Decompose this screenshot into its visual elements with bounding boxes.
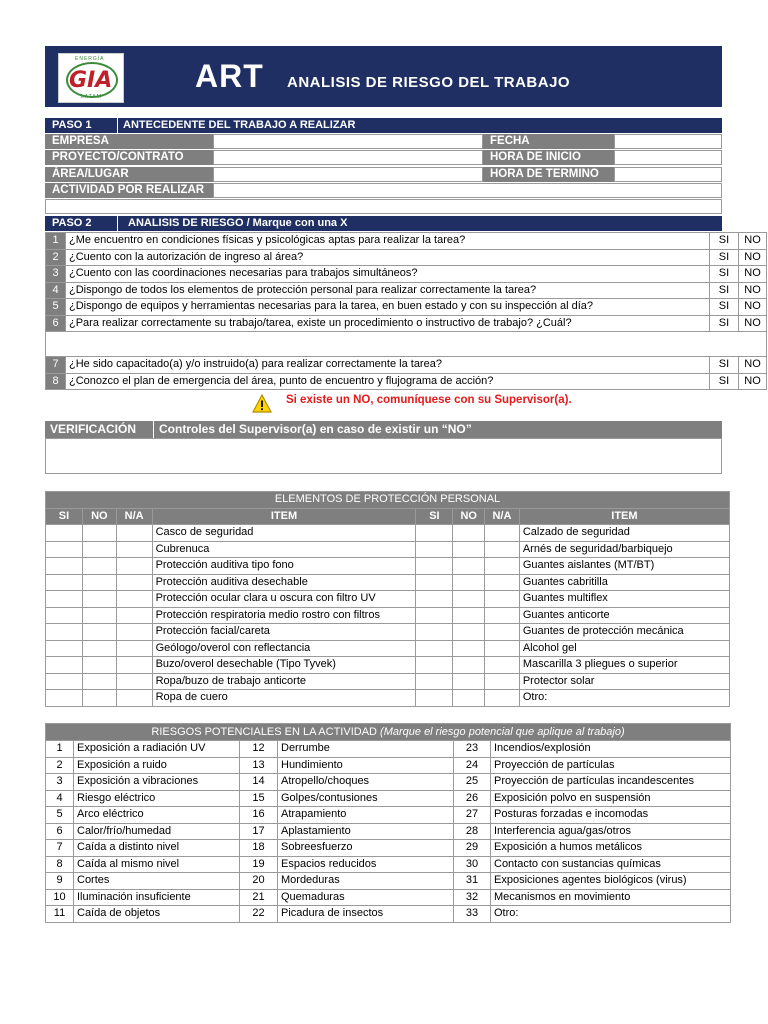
epp-check-na[interactable] <box>116 525 152 542</box>
risk-label: Iluminación insuficiente <box>74 889 240 906</box>
question-text: ¿He sido capacitado(a) y/o instruido(a) para realizar correctamente la tarea? <box>66 357 710 374</box>
epp-check-no-right[interactable] <box>453 574 485 591</box>
risk-label: Quemaduras <box>278 889 454 906</box>
risk-number[interactable]: 4 <box>46 790 74 807</box>
risks-title: RIESGOS POTENCIALES EN LA ACTIVIDAD <box>151 725 377 738</box>
risk-number[interactable]: 18 <box>240 840 278 857</box>
risk-label: Caída al mismo nivel <box>74 856 240 873</box>
epp-col-item: ITEM <box>152 508 416 525</box>
epp-check-no[interactable] <box>82 525 116 542</box>
paso1-input-right-3[interactable] <box>614 167 722 182</box>
risk-label: Proyección de partículas <box>491 757 731 774</box>
risk-number[interactable]: 31 <box>454 873 491 890</box>
risks-title-note: (Marque el riesgo potencial que aplique al trabajo) <box>380 725 625 738</box>
epp-check-na-right[interactable] <box>485 690 520 707</box>
epp-check-si-right[interactable] <box>416 525 453 542</box>
question-text: ¿Para realizar correctamente su trabajo/tarea, existe un procedimiento o instructivo de trabajo? ¿Cuál? <box>66 315 710 332</box>
paso1-label-left-4: ACTIVIDAD POR REALIZAR <box>45 183 213 198</box>
epp-check-no-right[interactable] <box>453 624 485 641</box>
epp-item-right: Protector solar <box>519 673 729 690</box>
epp-item-right: Otro: <box>519 690 729 707</box>
risk-number[interactable]: 5 <box>46 807 74 824</box>
risk-label: Atrapamiento <box>278 807 454 824</box>
epp-check-no[interactable] <box>82 574 116 591</box>
epp-item-right: Calzado de seguridad <box>519 525 729 542</box>
risk-row <box>46 873 731 890</box>
epp-row <box>46 657 730 674</box>
epp-item-right: Guantes de protección mecánica <box>519 624 729 641</box>
epp-check-no-right[interactable] <box>453 607 485 624</box>
epp-check-no-right[interactable] <box>453 640 485 657</box>
risk-number[interactable]: 24 <box>454 757 491 774</box>
epp-check-no-right[interactable] <box>453 558 485 575</box>
risk-label: Aplastamiento <box>278 823 454 840</box>
epp-check-na[interactable] <box>116 624 152 641</box>
risk-label: Exposición a humos metálicos <box>491 840 731 857</box>
paso1-input-left-3[interactable] <box>213 167 483 182</box>
risk-number[interactable]: 25 <box>454 774 491 791</box>
epp-check-na[interactable] <box>116 607 152 624</box>
epp-item-left: Protección ocular clara u oscura con filtro UV <box>152 591 416 608</box>
paso1-title: ANTECEDENTE DEL TRABAJO A REALIZAR <box>123 119 356 131</box>
risk-number[interactable]: 21 <box>240 889 278 906</box>
risk-label: Espacios reducidos <box>278 856 454 873</box>
risk-number[interactable]: 3 <box>46 774 74 791</box>
epp-check-no[interactable] <box>82 657 116 674</box>
question-no-checkbox[interactable]: NO <box>739 373 767 390</box>
paso1-label-left-2: PROYECTO/CONTRATO <box>45 150 213 165</box>
epp-check-no[interactable] <box>82 690 116 707</box>
risk-number[interactable]: 32 <box>454 889 491 906</box>
epp-item-right: Guantes anticorte <box>519 607 729 624</box>
risk-label: Exposición a ruido <box>74 757 240 774</box>
question-yes-checkbox[interactable]: SI <box>710 315 739 332</box>
epp-check-si[interactable] <box>46 541 83 558</box>
epp-check-si-right[interactable] <box>416 541 453 558</box>
risk-label: Sobreesfuerzo <box>278 840 454 857</box>
epp-check-na-right[interactable] <box>485 558 520 575</box>
paso1-label-right-3: HORA DE TERMINO <box>483 167 614 182</box>
epp-row <box>46 624 730 641</box>
epp-row <box>46 525 730 542</box>
paso1-input-left-1[interactable] <box>213 134 483 149</box>
epp-check-si-right[interactable] <box>416 591 453 608</box>
risks-table <box>45 723 731 923</box>
risk-number[interactable]: 6 <box>46 823 74 840</box>
risk-label: Exposición a vibraciones <box>74 774 240 791</box>
question-row <box>46 315 767 332</box>
epp-check-si-right[interactable] <box>416 624 453 641</box>
question-text: ¿Cuento con las coordinaciones necesarias para trabajos simultáneos? <box>66 266 710 283</box>
question-text: ¿Me encuentro en condiciones físicas y psicológicas aptas para realizar la tarea? <box>66 233 710 250</box>
epp-col-si-right: SI <box>416 508 453 525</box>
verification-notes-field[interactable] <box>45 438 722 474</box>
epp-check-na[interactable] <box>116 591 152 608</box>
logo-top-text: ENERGÍA <box>75 56 105 62</box>
question-number: 7 <box>46 357 66 374</box>
risk-number[interactable]: 28 <box>454 823 491 840</box>
epp-check-na[interactable] <box>116 690 152 707</box>
epp-check-na-right[interactable] <box>485 657 520 674</box>
risk-label: Atropello/choques <box>278 774 454 791</box>
risk-number[interactable]: 8 <box>46 856 74 873</box>
epp-check-si[interactable] <box>46 657 83 674</box>
epp-check-si-right[interactable] <box>416 640 453 657</box>
epp-check-si[interactable] <box>46 607 83 624</box>
question-yes-checkbox[interactable]: SI <box>710 299 739 316</box>
epp-col-na-right: N/A <box>485 508 520 525</box>
risk-label: Otro: <box>491 906 731 923</box>
risk-label: Golpes/contusiones <box>278 790 454 807</box>
epp-check-na[interactable] <box>116 640 152 657</box>
paso2-label: PASO 2 <box>52 217 92 229</box>
epp-row <box>46 607 730 624</box>
epp-check-no-right[interactable] <box>453 525 485 542</box>
question-number: 6 <box>46 315 66 332</box>
epp-item-left: Protección auditiva desechable <box>152 574 416 591</box>
epp-row <box>46 690 730 707</box>
question-row <box>46 373 767 390</box>
epp-check-na[interactable] <box>116 574 152 591</box>
risk-number[interactable]: 11 <box>46 906 74 923</box>
question-row <box>46 233 767 250</box>
risk-number[interactable]: 10 <box>46 889 74 906</box>
risk-questions-table <box>45 232 767 390</box>
epp-check-na[interactable] <box>116 558 152 575</box>
question-number: 5 <box>46 299 66 316</box>
epp-item-right: Guantes aislantes (MT/BT) <box>519 558 729 575</box>
question-text: ¿Dispongo de equipos y herramientas necesarias para la tarea, en buen estado y con su inspección al día? <box>66 299 710 316</box>
question-number: 2 <box>46 249 66 266</box>
paso1-input-left-2[interactable] <box>213 150 483 165</box>
epp-item-left: Geólogo/overol con reflectancia <box>152 640 416 657</box>
question-yes-checkbox[interactable]: SI <box>710 357 739 374</box>
risk-label: Picadura de insectos <box>278 906 454 923</box>
epp-item-left: Buzo/overol desechable (Tipo Tyvek) <box>152 657 416 674</box>
risk-label: Exposición a radiación UV <box>74 741 240 758</box>
epp-row <box>46 558 730 575</box>
risk-row <box>46 807 731 824</box>
epp-check-no-right[interactable] <box>453 657 485 674</box>
question-no-checkbox[interactable]: NO <box>739 282 767 299</box>
epp-row <box>46 673 730 690</box>
epp-row <box>46 640 730 657</box>
question-yes-checkbox[interactable]: SI <box>710 373 739 390</box>
risk-label: Derrumbe <box>278 741 454 758</box>
epp-check-no-right[interactable] <box>453 690 485 707</box>
epp-check-si-right[interactable] <box>416 574 453 591</box>
question-no-checkbox[interactable]: NO <box>739 299 767 316</box>
epp-check-no[interactable] <box>82 607 116 624</box>
logo-bottom-text: LATAM <box>81 94 102 100</box>
risk-label: Mecanismos en movimiento <box>491 889 731 906</box>
epp-check-no[interactable] <box>82 591 116 608</box>
warning-icon <box>252 394 272 414</box>
risk-number[interactable]: 15 <box>240 790 278 807</box>
risk-label: Mordeduras <box>278 873 454 890</box>
epp-item-left: Protección respiratoria medio rostro con filtros <box>152 607 416 624</box>
risk-number[interactable]: 19 <box>240 856 278 873</box>
question-yes-checkbox[interactable]: SI <box>710 233 739 250</box>
risk-number[interactable]: 33 <box>454 906 491 923</box>
epp-check-si[interactable] <box>46 525 83 542</box>
epp-check-si-right[interactable] <box>416 558 453 575</box>
epp-check-na-right[interactable] <box>485 673 520 690</box>
question-no-checkbox[interactable]: NO <box>739 249 767 266</box>
risk-number[interactable]: 23 <box>454 741 491 758</box>
epp-check-no[interactable] <box>82 640 116 657</box>
risk-row <box>46 856 731 873</box>
epp-check-si-right[interactable] <box>416 607 453 624</box>
question-row <box>46 299 767 316</box>
epp-check-si[interactable] <box>46 673 83 690</box>
epp-item-left: Ropa de cuero <box>152 690 416 707</box>
epp-check-na[interactable] <box>116 657 152 674</box>
paso2-title: ANALISIS DE RIESGO / Marque con una X <box>128 217 348 229</box>
question-number: 3 <box>46 266 66 283</box>
epp-check-si-right[interactable] <box>416 673 453 690</box>
epp-check-si-right[interactable] <box>416 690 453 707</box>
warning-message: Si existe un NO, comuníquese con su Supervisor(a). <box>286 394 572 406</box>
page-title: ART <box>195 58 264 94</box>
epp-check-no-right[interactable] <box>453 541 485 558</box>
paso1-label-left-3: ÁREA/LUGAR <box>45 167 213 182</box>
epp-check-no-right[interactable] <box>453 673 485 690</box>
epp-row <box>46 591 730 608</box>
question-row <box>46 357 767 374</box>
verification-label: VERIFICACIÓN <box>50 422 137 436</box>
epp-table <box>45 491 730 707</box>
epp-check-si[interactable] <box>46 591 83 608</box>
epp-check-na-right[interactable] <box>485 525 520 542</box>
paso2-header <box>45 216 722 231</box>
epp-check-na-right[interactable] <box>485 541 520 558</box>
question-spacer-row <box>46 332 767 357</box>
epp-item-left: Cubrenuca <box>152 541 416 558</box>
risk-number[interactable]: 12 <box>240 741 278 758</box>
epp-col-item-right: ITEM <box>519 508 729 525</box>
epp-item-right: Guantes cabritilla <box>519 574 729 591</box>
epp-col-no-right: NO <box>453 508 485 525</box>
question-text: ¿Cuento con la autorización de ingreso al área? <box>66 249 710 266</box>
risk-number[interactable]: 22 <box>240 906 278 923</box>
question-yes-checkbox[interactable]: SI <box>710 282 739 299</box>
risk-label: Posturas forzadas e incomodas <box>491 807 731 824</box>
question-number: 1 <box>46 233 66 250</box>
epp-check-no-right[interactable] <box>453 591 485 608</box>
question-no-checkbox[interactable]: NO <box>739 233 767 250</box>
question-no-checkbox[interactable]: NO <box>739 315 767 332</box>
epp-check-si[interactable] <box>46 574 83 591</box>
risk-number[interactable]: 14 <box>240 774 278 791</box>
epp-col-no: NO <box>82 508 116 525</box>
paso1-label-left-1: EMPRESA <box>45 134 213 149</box>
risk-row <box>46 840 731 857</box>
epp-check-si[interactable] <box>46 640 83 657</box>
epp-check-na-right[interactable] <box>485 607 520 624</box>
risk-number[interactable]: 9 <box>46 873 74 890</box>
risk-number[interactable]: 16 <box>240 807 278 824</box>
epp-check-na-right[interactable] <box>485 591 520 608</box>
question-no-checkbox[interactable]: NO <box>739 266 767 283</box>
epp-check-no[interactable] <box>82 558 116 575</box>
risk-label: Riesgo eléctrico <box>74 790 240 807</box>
risk-label: Cortes <box>74 873 240 890</box>
epp-check-si-right[interactable] <box>416 657 453 674</box>
epp-check-si[interactable] <box>46 690 83 707</box>
verification-title: Controles del Supervisor(a) en caso de existir un “NO” <box>159 422 472 436</box>
paso1-input-right-1[interactable] <box>614 134 722 149</box>
risk-number[interactable]: 20 <box>240 873 278 890</box>
risk-number[interactable]: 2 <box>46 757 74 774</box>
question-number: 4 <box>46 282 66 299</box>
epp-item-right: Alcohol gel <box>519 640 729 657</box>
epp-item-right: Mascarilla 3 pliegues o superior <box>519 657 729 674</box>
paso1-label-right-2: HORA DE INICIO <box>483 150 614 165</box>
paso1-input-left-4[interactable] <box>213 183 722 198</box>
logo-brand: GIA <box>69 68 113 93</box>
epp-check-si[interactable] <box>46 558 83 575</box>
risk-number[interactable]: 7 <box>46 840 74 857</box>
risk-label: Caída de objetos <box>74 906 240 923</box>
company-logo <box>58 53 124 103</box>
risk-row <box>46 774 731 791</box>
paso1-label: PASO 1 <box>52 119 92 131</box>
epp-row <box>46 541 730 558</box>
risk-number[interactable]: 29 <box>454 840 491 857</box>
risk-label: Interferencia agua/gas/otros <box>491 823 731 840</box>
risk-number[interactable]: 30 <box>454 856 491 873</box>
risk-number[interactable]: 13 <box>240 757 278 774</box>
question-no-checkbox[interactable]: NO <box>739 357 767 374</box>
risk-label: Hundimiento <box>278 757 454 774</box>
epp-check-na[interactable] <box>116 541 152 558</box>
risk-label: Exposición polvo en suspensión <box>491 790 731 807</box>
risk-row <box>46 889 731 906</box>
epp-item-left: Ropa/buzo de trabajo anticorte <box>152 673 416 690</box>
question-text: ¿Conozco el plan de emergencia del área, punto de encuentro y flujograma de acción? <box>66 373 710 390</box>
epp-check-na[interactable] <box>116 673 152 690</box>
question-yes-checkbox[interactable]: SI <box>710 249 739 266</box>
risk-label: Proyección de partículas incandescentes <box>491 774 731 791</box>
paso1-input-right-2[interactable] <box>614 150 722 165</box>
risk-row <box>46 757 731 774</box>
verification-header <box>45 421 722 438</box>
risk-number[interactable]: 27 <box>454 807 491 824</box>
question-text: ¿Dispongo de todos los elementos de protección personal para realizar correctamente la tarea? <box>66 282 710 299</box>
epp-item-right: Arnés de seguridad/barbiquejo <box>519 541 729 558</box>
paso1-header <box>45 118 722 133</box>
paso1-label-right-1: FECHA <box>483 134 614 149</box>
risk-row <box>46 790 731 807</box>
epp-check-no[interactable] <box>82 673 116 690</box>
risk-number[interactable]: 17 <box>240 823 278 840</box>
question-row <box>46 266 767 283</box>
epp-title: ELEMENTOS DE PROTECCIÓN PERSONAL <box>46 492 730 509</box>
risk-row <box>46 823 731 840</box>
risk-number[interactable]: 26 <box>454 790 491 807</box>
epp-item-right: Guantes multiflex <box>519 591 729 608</box>
epp-row <box>46 574 730 591</box>
epp-check-no[interactable] <box>82 624 116 641</box>
risk-row <box>46 741 731 758</box>
paso1-blank-row <box>45 199 722 214</box>
question-row <box>46 282 767 299</box>
epp-item-left: Protección facial/careta <box>152 624 416 641</box>
risk-label: Calor/frío/humedad <box>74 823 240 840</box>
epp-item-left: Casco de seguridad <box>152 525 416 542</box>
risk-label: Incendios/explosión <box>491 741 731 758</box>
epp-item-left: Protección auditiva tipo fono <box>152 558 416 575</box>
epp-check-na-right[interactable] <box>485 574 520 591</box>
risk-label: Exposiciones agentes biológicos (virus) <box>491 873 731 890</box>
risk-row <box>46 906 731 923</box>
risk-label: Contacto con sustancias químicas <box>491 856 731 873</box>
page-subtitle: ANALISIS DE RIESGO DEL TRABAJO <box>287 74 571 91</box>
risks-title-cell <box>46 724 731 741</box>
epp-col-na: N/A <box>116 508 152 525</box>
risk-label: Arco eléctrico <box>74 807 240 824</box>
epp-check-na-right[interactable] <box>485 640 520 657</box>
risk-label: Caída a distinto nivel <box>74 840 240 857</box>
question-yes-checkbox[interactable]: SI <box>710 266 739 283</box>
question-row <box>46 249 767 266</box>
epp-check-si[interactable] <box>46 624 83 641</box>
epp-col-si: SI <box>46 508 83 525</box>
epp-check-no[interactable] <box>82 541 116 558</box>
risk-number[interactable]: 1 <box>46 741 74 758</box>
question-number: 8 <box>46 373 66 390</box>
epp-check-na-right[interactable] <box>485 624 520 641</box>
